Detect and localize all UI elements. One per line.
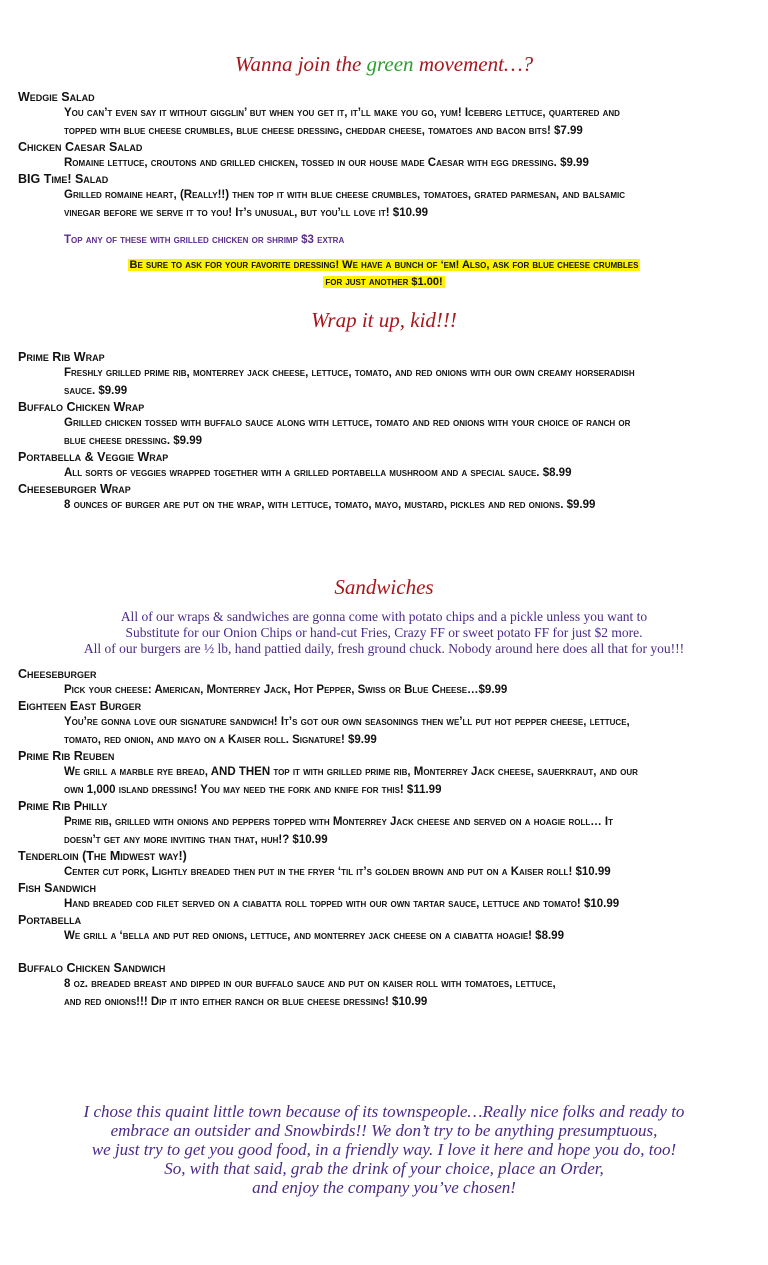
sandwiches-section (0, 575, 768, 600)
item-desc: All sorts of veggies wrapped together with a grilled portabella mushroom and a special sauce. $8.99 (64, 467, 572, 479)
item-desc: 8 ounces of burger are put on the wrap, with lettuce, tomato, mayo, mustard, pickles and red onions. $9.99 (64, 499, 596, 511)
item-desc: Pick your cheese: American, Monterrey Jack, Hot Pepper, Swiss or Blue Cheese…$9.99 (64, 684, 508, 696)
salads-section (0, 52, 768, 77)
item-desc: We grill a marble rye bread, AND THEN top it with grilled prime rib, Monterrey Jack cheese, sauerkraut, and our own 1,000 island dressing! You may need the fork and knife for this! $11.99 (64, 766, 638, 796)
item-name: Chicken Caesar Salad (18, 140, 143, 154)
item-desc: Grilled chicken tossed with buffalo sauce along with lettuce, tomato and red onions with your choice of ranch or blue cheese dressing. $9.99 (64, 417, 631, 447)
item-desc: 8 oz. breaded breast and dipped in our buffalo sauce and put on kaiser roll with tomatoes, lettuce, and red onions!!! Dip it into either ranch or blue cheese dressing! $10.99 (64, 978, 556, 1008)
wraps-list (0, 350, 768, 514)
item-name: Portabella & Veggie Wrap (18, 450, 169, 464)
wraps-title: Wrap it up, kid!!! (311, 308, 457, 332)
item-desc: You can’t even say it without gigglin’ but when you get it, it’ll make you go, yum! Iceberg lettuce, quartered and topped with blue cheese crumbles, blue cheese dressing, cheddar cheese, tomatoes and bacon bits! $7.99 (64, 107, 620, 137)
item-name: Prime Rib Wrap (18, 350, 105, 364)
item-name: BIG Time! Salad (18, 172, 109, 186)
item-name: Buffalo Chicken Wrap (18, 400, 145, 414)
sandwiches-title: Sandwiches (334, 575, 434, 599)
salads-title: Wanna join the green movement…? (234, 52, 534, 76)
wraps-section (0, 308, 768, 333)
item-desc: Prime rib, grilled with onions and peppers topped with Monterrey Jack cheese and served on a hoagie roll… It doesn’t get any more inviting than that, huh!? $10.99 (64, 816, 614, 846)
item-name: Portabella (18, 913, 82, 927)
item-name: Fish Sandwich (18, 881, 96, 895)
dressing-highlight: Be sure to ask for your favorite dressing! We have a bunch of ‘em! Also, ask for blue cheese crumbles for just another $1.00! (129, 259, 639, 288)
item-desc: Grilled romaine heart, (Really!!) then top it with blue cheese crumbles, tomatoes, grated parmesan, and balsamic vinegar before we serve it to you! It’s unusual, but you’ll love it! $10.99 (64, 189, 625, 219)
item-name: Prime Rib Reuben (18, 749, 115, 763)
promo-text: Top any of these with grilled chicken or shrimp $3 extra (64, 233, 345, 246)
item-desc: Center cut pork, Lightly breaded then put in the fryer ‘til it’s golden brown and put on a Kaiser roll! $10.99 (64, 866, 611, 878)
item-name: Tenderloin (The Midwest way!) (18, 849, 187, 863)
salads-list (0, 90, 768, 291)
item-desc: We grill a ‘bella and put red onions, lettuce, and monterrey jack cheese on a ciabatta hoagie! $8.99 (64, 930, 564, 942)
item-desc: You’re gonna love our signature sandwich! It’s got our own seasonings then we’ll put hot pepper cheese, lettuce, tomato, red onion, and mayo on a Kaiser roll. Signature! $9.99 (64, 716, 630, 746)
item-desc: Hand breaded cod filet served on a ciabatta roll topped with our own tartar sauce, lettuce and tomato! $10.99 (64, 898, 620, 910)
item-name: Wedgie Salad (18, 90, 95, 104)
sandwiches-intro: All of our wraps & sandwiches are gonna come with potato chips and a pickle unless you want to Substitute for our Onion Chips or hand-cut Fries, Crazy FF or sweet potato FF for just $2 more. All of our burgers are ½ lb, hand pattied daily, fresh ground chuck. Nobody around here does all that for you!!! (83, 609, 685, 656)
item-name: Cheeseburger Wrap (18, 482, 131, 496)
item-name: Prime Rib Philly (18, 799, 108, 813)
item-name: Eighteen East Burger (18, 699, 142, 713)
green-word: green (366, 52, 414, 76)
closing-note: I chose this quaint little town because of its townspeople…Really nice folks and ready to embrace an outsider and Snowbirds!! We don’t try to be anything presumptuous, we just try to get you good food, in a friendly way. I love it here and hope you do, too! So, with that said, grab the drink of your choice, place an Order, and enjoy the company you’ve chosen! (83, 1102, 685, 1197)
item-name: Buffalo Chicken Sandwich (18, 961, 166, 975)
sandwiches-list (0, 667, 768, 1011)
item-desc: Romaine lettuce, croutons and grilled chicken, tossed in our house made Caesar with egg dressing. $9.99 (64, 157, 589, 169)
item-desc: Freshly grilled prime rib, monterrey jack cheese, lettuce, tomato, and red onions with our own creamy horseradish sauce. $9.99 (64, 367, 635, 397)
item-name: Cheeseburger (18, 667, 97, 681)
